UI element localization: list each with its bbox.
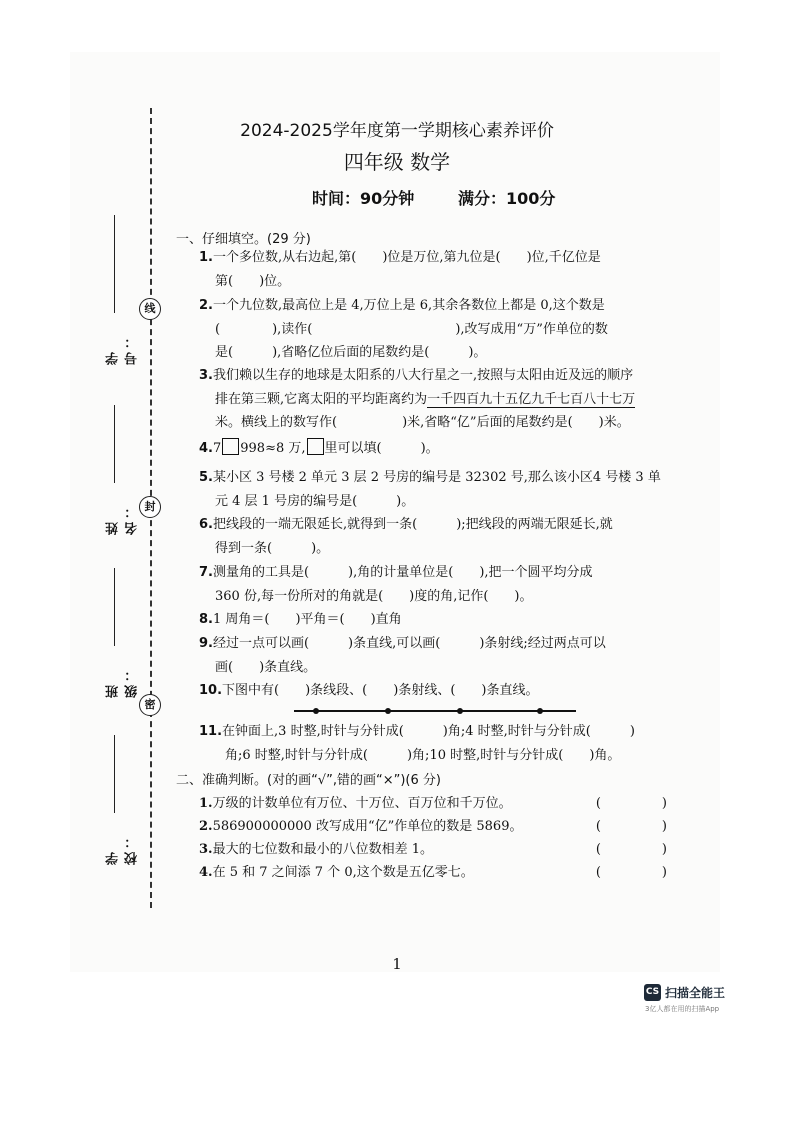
question-4 — [199, 437, 694, 461]
school-line — [114, 735, 115, 813]
judge-item-3 — [199, 838, 691, 861]
class-field — [104, 568, 140, 698]
answer-parenthesis[interactable]: ( ) — [595, 865, 691, 880]
question-text: 在钟面上,3 时整,时针与分针成( )角;4 时整,时针与分针成( ) — [222, 724, 635, 739]
question-text: 画( )条直线。 — [215, 659, 317, 675]
question-text: 某小区 3 号楼 2 单元 3 层 2 号房的编号是 32302 号,那么该小区4 号楼 3 单 — [212, 470, 661, 485]
question-number: 6. — [199, 517, 213, 532]
question-2 — [199, 294, 694, 365]
answer-parenthesis[interactable]: ( ) — [595, 796, 691, 811]
question-text: 360 份,每一份所对的角就是( )度的角,记作( )。 — [215, 588, 533, 604]
camscanner-app-name: 扫描全能王 — [665, 986, 726, 1000]
student-name-line — [114, 405, 115, 483]
question-text: 一个多位数,从右边起,第( )位是万位,第九位是( )位,千亿位是 — [212, 250, 601, 265]
question-9 — [199, 632, 694, 679]
question-number: 11. — [199, 724, 223, 739]
exam-full-score: 满分：100分 — [458, 189, 556, 208]
question-number: 10. — [199, 683, 223, 698]
question-3 — [199, 364, 694, 435]
question-number: 2. — [199, 819, 213, 834]
question-text: 里可以填( )。 — [324, 441, 439, 456]
judge-item-1 — [199, 792, 691, 815]
answer-box[interactable] — [307, 438, 324, 455]
question-text: 998≈8 万, — [240, 441, 306, 456]
answer-parenthesis[interactable]: ( ) — [595, 819, 691, 834]
question-number: 3. — [199, 842, 213, 857]
answer-box[interactable] — [222, 438, 239, 455]
question-text: 万级的计数单位有万位、十万位、百万位和千万位。 — [212, 796, 512, 811]
question-number: 7. — [199, 565, 213, 580]
question-5 — [199, 466, 694, 513]
class-line — [114, 568, 115, 646]
question-text: 我们赖以生存的地球是太阳系的八大行星之一,按照与太阳由近及远的顺序 — [212, 368, 634, 383]
question-7 — [199, 561, 694, 608]
question-text: 7 — [212, 441, 222, 456]
question-text: 586900000000 改写成用“亿”作单位的数是 5869。 — [212, 819, 523, 834]
question-11 — [199, 720, 694, 767]
exam-subtitle: 四年级 数学 — [343, 150, 451, 174]
figure-point — [385, 708, 391, 714]
question-number: 4. — [199, 441, 213, 456]
question-number: 2. — [199, 298, 213, 313]
exam-time: 时间：90分钟 — [312, 189, 415, 208]
section-2-heading: 二、准确判断。(对的画“√”,错的画“×”)(6 分) — [176, 773, 441, 788]
question-10 — [199, 679, 694, 703]
question-number: 1. — [199, 796, 213, 811]
question-text: 是( ),省略亿位后面的尾数约是( )。 — [215, 345, 487, 360]
question-text: 最大的七位数和最小的八位数相差 1。 — [212, 842, 433, 857]
class-label: 班级： — [106, 664, 140, 698]
student-id-line — [114, 215, 115, 313]
question-text: 得到一条( )。 — [215, 540, 330, 556]
question-text: 第( )位。 — [215, 273, 291, 289]
student-id-label: 学号： — [106, 331, 140, 365]
question-number: 4. — [199, 865, 213, 880]
question-8 — [199, 608, 694, 632]
question-text: 把线段的一端无限延长,就得到一条( );把线段的两端无限延长,就 — [212, 517, 613, 532]
exam-title: 2024-2025学年度第一学期核心素养评价 — [240, 121, 554, 141]
question-text: 经过一点可以画( )条直线,可以画( )条射线;经过两点可以 — [212, 636, 606, 651]
question-number: 1. — [199, 250, 213, 265]
student-name-field — [104, 405, 140, 535]
underlined-distance: 一千四百九十五亿九千七百八十七万 — [427, 391, 636, 407]
school-label: 学校： — [106, 831, 140, 865]
school-field — [104, 735, 140, 865]
question-1 — [199, 246, 694, 293]
question-number: 3. — [199, 368, 213, 383]
question-text: 测量角的工具是( ),角的计量单位是( ),把一个圆平均分成 — [212, 565, 593, 580]
question-text: 角;6 时整,时针与分针成( )角;10 时整,时针与分针成( )角。 — [225, 747, 621, 763]
question-text: 在 5 和 7 之间添 7 个 0,这个数是五亿零七。 — [212, 865, 474, 880]
camscanner-tagline: 3亿人都在用的扫描App — [645, 1005, 720, 1013]
figure-point — [537, 708, 543, 714]
line-segment-figure — [290, 700, 580, 722]
question-text: ( ),读作( ),改写成用“万”作单位的数 — [215, 321, 608, 337]
question-6 — [199, 513, 694, 560]
student-name-label: 姓名： — [106, 501, 140, 535]
question-number: 5. — [199, 470, 213, 485]
page-number: 1 — [392, 955, 402, 973]
question-text: 排在第三颗,它离太阳的平均距离约为 — [215, 391, 428, 407]
question-number: 9. — [199, 636, 213, 651]
question-text: 米。横线上的数写作( )米,省略“亿”后面的尾数约是( )米。 — [215, 415, 630, 430]
question-text: 一个九位数,最高位上是 4,万位上是 6,其余各数位上都是 0,这个数是 — [212, 298, 605, 313]
question-text: 元 4 层 1 号房的编号是( )。 — [215, 493, 415, 509]
question-text: 下图中有( )条线段、( )条射线、( )条直线。 — [222, 683, 539, 698]
figure-point — [457, 708, 463, 714]
judge-item-2 — [199, 815, 691, 838]
section-1-heading: 一、仔细填空。(29 分) — [176, 232, 311, 247]
question-text: 1 周角＝( )平角＝( )直角 — [212, 612, 402, 627]
student-id-field — [104, 215, 140, 365]
question-number: 8. — [199, 612, 213, 627]
binding-mark-feng: 封 — [139, 496, 161, 518]
answer-parenthesis[interactable]: ( ) — [595, 842, 691, 857]
binding-mark-xian: 线 — [139, 298, 161, 320]
judge-item-4 — [199, 861, 691, 884]
binding-mark-mi: 密 — [139, 694, 161, 716]
camscanner-logo-icon: CS — [644, 984, 661, 1001]
figure-point — [313, 708, 319, 714]
